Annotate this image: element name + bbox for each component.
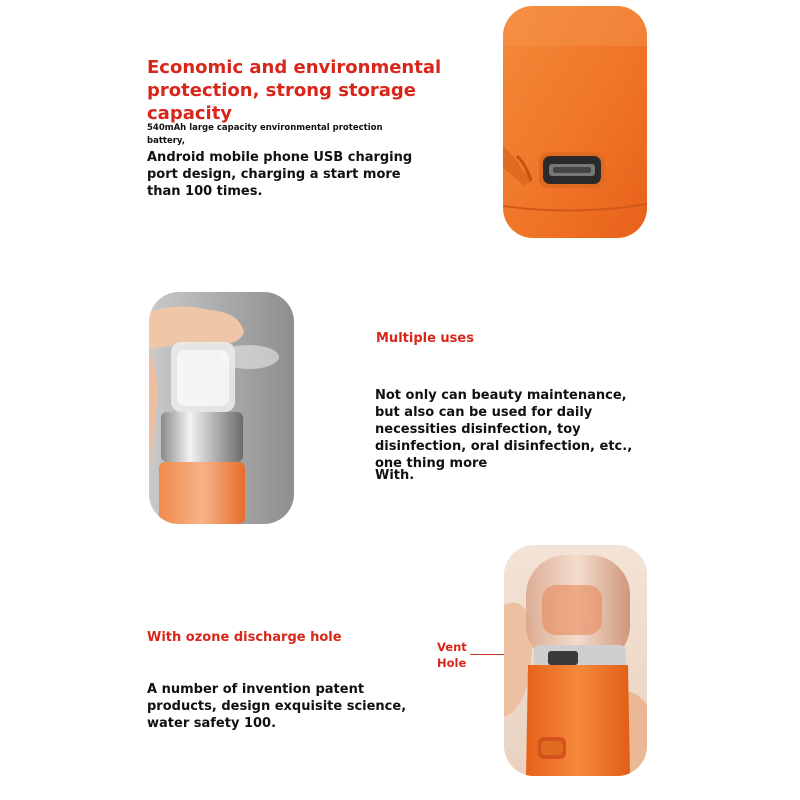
usb-port-photo [503,6,647,238]
hand-device-illustration [504,545,647,776]
spray-nozzle-photo [149,292,294,524]
usb-port-illustration [503,6,647,238]
hand-holding-device-photo [504,545,647,776]
section-1-small-text: 540mAh large capacity environmental protection battery, [147,123,383,146]
section-3-body: A number of invention patent products, design exquisite science, water safety 100. [147,682,407,731]
section-2-body: Not only can beauty maintenance, but also can be used for daily necessities disinfection, toy disinfection, oral disinfection, etc., one thing more [375,388,633,471]
section-1-title: Economic and environmental protection, strong storage capacity [147,57,442,124]
section-2-title: Multiple uses [376,331,474,346]
spray-illustration [149,292,294,524]
section-2-tail: With. [375,468,415,483]
section-3-title: With ozone discharge hole [147,630,342,645]
section-1-body: Android mobile phone USB charging port design, charging a start more than 100 times. [147,150,413,199]
vent-hole-label: Vent Hole [437,640,467,670]
